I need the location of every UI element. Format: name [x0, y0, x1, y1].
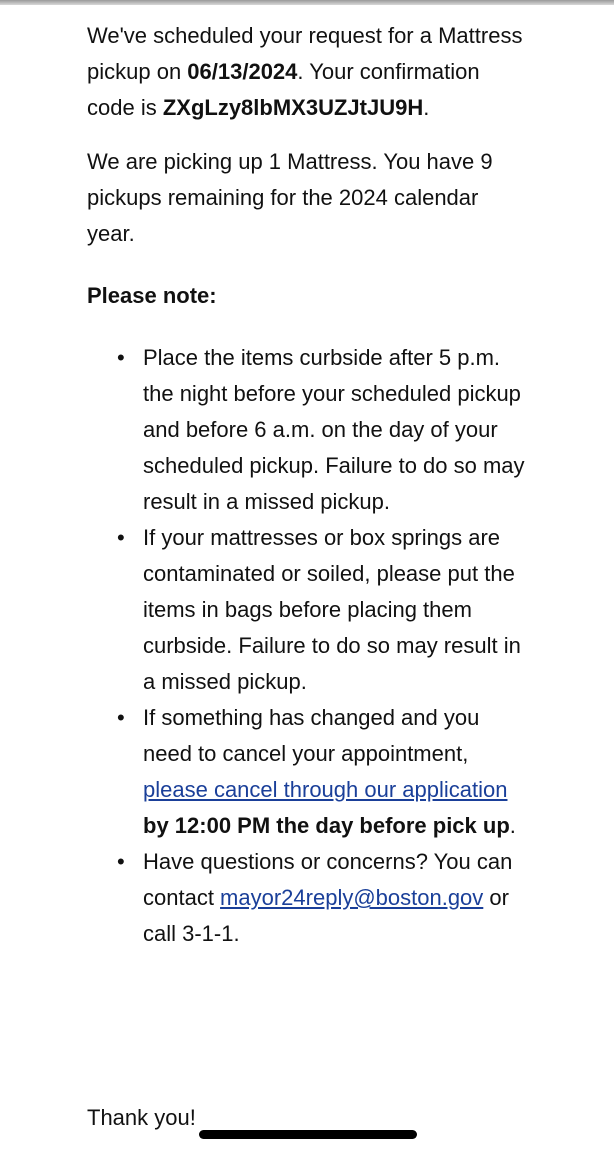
- intro-text-2: . Your confirmation code is: [87, 59, 480, 120]
- redaction-bar: [199, 1130, 417, 1139]
- closing-text: Thank you!: [87, 1105, 196, 1130]
- confirmation-paragraph: [87, 18, 527, 126]
- cancel-application-link[interactable]: please cancel through our application: [143, 777, 508, 802]
- note-item-curbside-time: [117, 340, 527, 520]
- note-item-bagging: [117, 520, 527, 700]
- intro-period: .: [423, 95, 430, 120]
- note-heading: Please note:: [87, 283, 217, 308]
- note-text-end: .: [509, 813, 516, 838]
- cancel-deadline: by 12:00 PM the day before pick up: [143, 813, 510, 838]
- confirmation-code: ZXgLzy8lbMX3UZJtJU9H: [162, 95, 424, 120]
- pickup-summary: We are picking up 1 Mattress. You have 9 pickups remaining for the 2024 calendar year.: [87, 149, 493, 246]
- bullet-icon: •: [117, 849, 125, 874]
- note-item-cancel: [117, 700, 527, 844]
- note-text: Have questions or concerns? You can contact: [143, 849, 513, 910]
- note-item-contact: [117, 844, 527, 952]
- email-body: [87, 18, 527, 952]
- intro-text: We've scheduled your request for a Mattress pickup on: [87, 23, 523, 84]
- bullet-icon: •: [117, 345, 125, 370]
- window-top-edge: [0, 0, 614, 5]
- bullet-icon: •: [117, 705, 125, 730]
- notes-list: [87, 340, 527, 952]
- note-text: If your mattresses or box springs are contaminated or soiled, please put the items in bags before placing them curbside. Failure to do so may result in a missed pickup.: [143, 525, 521, 694]
- note-text-end: or call 3-1-1.: [143, 885, 509, 946]
- bullet-icon: •: [117, 525, 125, 550]
- note-text: If something has changed and you need to cancel your appointment,: [143, 705, 480, 766]
- pickup-date: 06/13/2024: [187, 59, 298, 84]
- contact-email-link[interactable]: mayor24reply@boston.gov: [220, 885, 484, 910]
- note-text: Place the items curbside after 5 p.m. the night before your scheduled pickup and before 6 a.m. on the day of your scheduled pickup. Failure to do so may result in a missed pickup.: [143, 345, 525, 514]
